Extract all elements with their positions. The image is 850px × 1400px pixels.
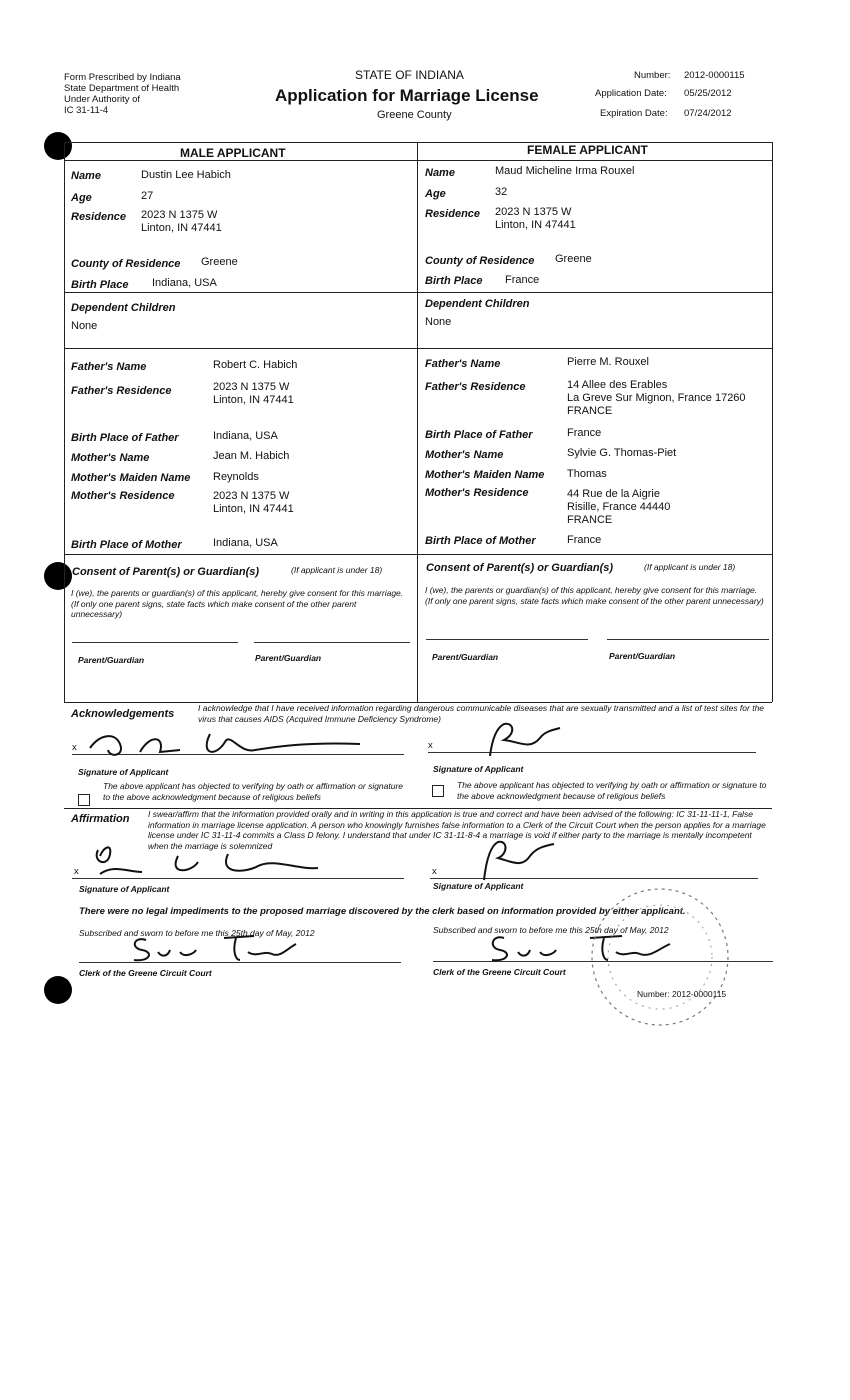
page-title: Application for Marriage License [275,86,539,105]
female-age-value: 32 [495,186,508,198]
male-mother-maiden-label: Mother's Maiden Name [71,472,191,484]
acknowledgements-title: Acknowledgements [71,708,175,720]
female-birthplace-value: France [505,274,540,286]
female-ack-signature-label: Signature of Applicant [433,764,524,774]
female-name-label: Name [425,167,455,179]
female-mother-residence-label: Mother's Residence [425,487,529,499]
male-father-residence-value: 2023 N 1375 W Linton, IN 47441 [213,381,294,406]
male-ack-signature [80,724,380,764]
female-guardian-2-label: Parent/Guardian [609,651,676,661]
male-mother-name-label: Mother's Name [71,452,150,464]
male-mother-name-value: Jean M. Habich [213,450,290,462]
female-mother-name-label: Mother's Name [425,449,504,461]
female-father-residence-value: 14 Allee des Erables La Greve Sur Mignon, France 17260 FRANCE [567,379,746,417]
male-county-label: County of Residence [71,258,181,270]
male-dependents-label: Dependent Children [71,302,176,314]
female-father-birthplace-label: Birth Place of Father [425,429,533,441]
frame-right [772,142,773,702]
female-mother-birthplace-value: France [567,534,602,546]
male-county-value: Greene [201,256,238,268]
male-father-residence-label: Father's Residence [71,385,172,397]
male-clerk-signature [124,930,304,966]
male-age-value: 27 [141,190,154,202]
row-divider-1 [64,292,772,293]
punch-hole-top [44,132,72,160]
application-date-value: 05/25/2012 [684,88,732,99]
male-mother-residence-value: 2023 N 1375 W Linton, IN 47441 [213,490,294,515]
female-dependents-label: Dependent Children [425,298,530,310]
number-value: 2012-0000115 [684,70,745,81]
female-residence-value: 2023 N 1375 W Linton, IN 47441 [495,206,576,231]
female-guardian-1-label: Parent/Guardian [432,652,499,662]
male-guardian-2-line[interactable] [254,642,410,643]
female-ack-x-mark: x [428,740,433,751]
female-name-value: Maud Micheline Irma Rouxel [495,165,635,177]
expiration-date-value: 07/24/2012 [684,108,732,119]
male-affirm-x-mark: x [74,866,79,877]
female-religious-objection-text: The above applicant has objected to verifying by oath or affirmation or signature to the above acknowledgment because of religious beliefs [457,780,767,801]
bottom-number: Number: 2012-0000115 [637,989,727,999]
female-age-label: Age [425,188,446,200]
court-seal-stamp [585,882,735,1032]
male-name-value: Dustin Lee Habich [141,169,231,181]
male-consent-title: Consent of Parent(s) or Guardian(s) [72,566,260,578]
female-consent-text: I (we), the parents or guardian(s) of this applicant, hereby give consent for this marriage. (If only one parent signs, state facts which make consent of the other parent unnecessary) [425,585,764,606]
female-mother-residence-value: 44 Rue de la Aigrie Risille, France 44440 FRANCE [567,488,671,526]
punch-hole-bottom [44,976,72,1004]
affirmation-title: Affirmation [71,813,130,825]
male-name-label: Name [71,170,101,182]
male-guardian-2-label: Parent/Guardian [255,653,322,663]
male-ack-signature-label: Signature of Applicant [78,767,169,777]
row-divider-3 [64,554,772,555]
female-consent-condition: (If applicant is under 18) [644,562,736,572]
female-mother-birthplace-label: Birth Place of Mother [425,535,536,547]
affirmation-text: I swear/affirm that the information provided orally and in writing in this application is true and correct and have been advised of the following: IC 31-11-11-1, False information in marriage license application. A person who knowingly furnishes false information to a Clerk of the Circuit Court when the person applies for a marriage license under IC 31-11-4 commits a Class D felony. I understand that under IC 31-11-8-4 a marriage is void if either party to the marriage is mentally incompetent when the marriage is solemnized [148,809,766,851]
female-residence-label: Residence [425,208,481,220]
acknowledgements-text: I acknowledge that I have received information regarding dangerous communicable diseases that are sexually transmitted and a list of test sites for the virus that causes AIDS (Acquired Immune Deficiency Syndrome) [198,703,765,724]
application-date-label: Application Date: [595,88,667,99]
female-consent-title: Consent of Parent(s) or Guardian(s) [426,562,614,574]
male-mother-residence-label: Mother's Residence [71,490,175,502]
female-father-residence-label: Father's Residence [425,381,526,393]
female-father-name-value: Pierre M. Rouxel [567,356,649,368]
male-age-label: Age [71,192,92,204]
female-dependents-value: None [425,316,452,328]
male-residence-label: Residence [71,211,127,223]
male-consent-text: I (we), the parents or guardian(s) of this applicant, hereby give consent for this marriage. (If only one parent signs, state facts which make consent of the other parent unnecessary) [71,588,404,619]
female-father-name-label: Father's Name [425,358,501,370]
male-guardian-1-label: Parent/Guardian [78,655,145,665]
female-birthplace-label: Birth Place [425,275,483,287]
expiration-date-label: Expiration Date: [600,108,668,119]
male-father-birthplace-value: Indiana, USA [213,430,278,442]
impediments-statement: There were no legal impediments to the proposed marriage discovered by the clerk based on information provided by either applicant. [79,906,686,917]
female-mother-name-value: Sylvie G. Thomas-Piet [567,447,677,459]
female-guardian-1-line[interactable] [426,639,588,640]
male-guardian-1-line[interactable] [72,642,238,643]
female-county-value: Greene [555,253,592,265]
male-religious-objection-text: The above applicant has objected to verifying by oath or affirmation or signature to the above acknowledgment because of religious beliefs [103,781,404,802]
female-guardian-2-line[interactable] [607,639,769,640]
male-applicant-heading: MALE APPLICANT [180,146,286,160]
female-ack-signature [470,720,580,762]
male-consent-condition: (If applicant is under 18) [291,565,383,575]
frame-top [64,142,772,143]
state-heading: STATE OF INDIANA [355,68,464,82]
male-affirm-signature [88,842,328,886]
male-father-name-label: Father's Name [71,361,147,373]
female-affirm-signature [470,838,560,884]
female-sworn-statement: Subscribed and sworn to before me this 25th day of May, 2012 [433,925,669,935]
male-mother-birthplace-value: Indiana, USA [213,537,278,549]
male-mother-maiden-value: Reynolds [213,471,259,483]
frame-left [64,142,65,702]
female-father-birthplace-value: France [567,427,602,439]
punch-hole-middle [44,562,72,590]
row-divider-2 [64,348,772,349]
male-father-name-value: Robert C. Habich [213,359,298,371]
heading-underline [64,160,772,161]
female-affirm-signature-label: Signature of Applicant [433,881,524,891]
male-birthplace-label: Birth Place [71,279,129,291]
female-county-label: County of Residence [425,255,535,267]
male-mother-birthplace-label: Birth Place of Mother [71,539,182,551]
female-mother-maiden-value: Thomas [567,468,607,480]
number-label: Number: [634,70,671,81]
male-birthplace-value: Indiana, USA [152,277,217,289]
female-mother-maiden-label: Mother's Maiden Name [425,469,545,481]
male-father-birthplace-label: Birth Place of Father [71,432,179,444]
male-religious-objection-checkbox[interactable] [78,794,90,806]
male-sworn-statement: Subscribed and sworn to before me this 25th day of May, 2012 [79,928,315,938]
male-residence-value: 2023 N 1375 W Linton, IN 47441 [141,209,222,234]
male-affirm-signature-label: Signature of Applicant [79,884,170,894]
female-religious-objection-checkbox[interactable] [432,785,444,797]
form-prescribed-note: Form Prescribed by Indiana State Department of Health Under Authority of IC 31-11-4 [64,72,181,116]
male-dependents-value: None [71,320,98,332]
column-divider [417,142,418,702]
female-affirm-x-mark: x [432,866,437,877]
county-heading: Greene County [377,109,452,121]
female-clerk-label: Clerk of the Greene Circuit Court [433,967,566,977]
male-ack-x-mark: x [72,742,77,753]
male-clerk-label: Clerk of the Greene Circuit Court [79,968,212,978]
female-applicant-heading: FEMALE APPLICANT [527,143,648,157]
